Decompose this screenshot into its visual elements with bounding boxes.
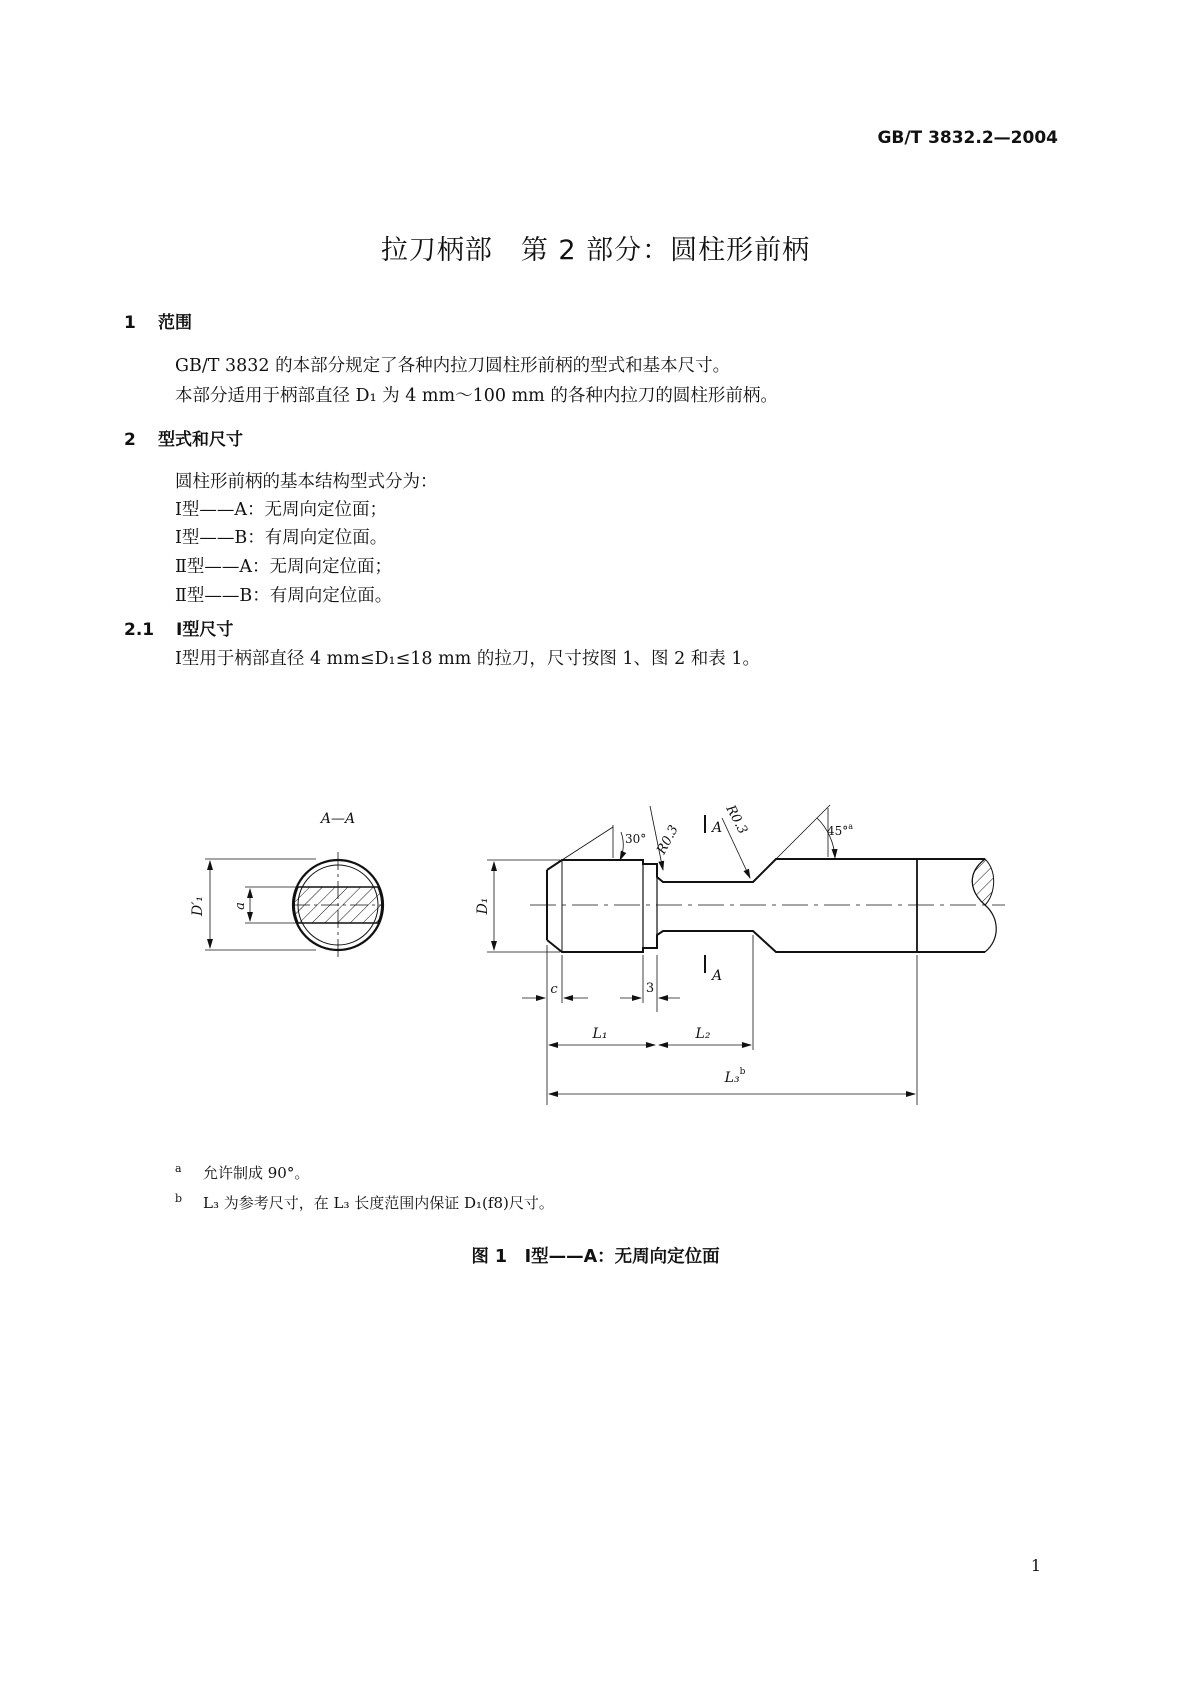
dim-c: c <box>550 982 558 997</box>
dim-l3-note-ref: b <box>739 1067 746 1077</box>
footnote-mark: a <box>175 1162 182 1175</box>
section-number: 1 <box>124 313 136 333</box>
section-number: 2.1 <box>124 620 155 640</box>
paragraph: GB/T 3832 的本部分规定了各种内拉刀圆柱形前柄的型式和基本尺寸。 <box>175 356 731 376</box>
figure-caption: 图 1 Ⅰ型——A：无周向定位面 <box>471 1247 720 1267</box>
section-title: Ⅰ型尺寸 <box>176 620 234 640</box>
dim-a: a <box>233 902 248 910</box>
paragraph: 圆柱形前柄的基本结构型式分为： <box>175 472 438 492</box>
section-title: 范围 <box>158 313 192 333</box>
cut-mark-top: A <box>712 820 723 836</box>
radius-right-label: R0.3 <box>722 802 751 837</box>
footnote-text: L₃ 为参考尺寸，在 L₃ 长度范围内保证 D₁(f8)尺寸。 <box>203 1194 554 1212</box>
footnote-text: 允许制成 90°。 <box>203 1164 310 1182</box>
list-item: Ⅱ型——A：无周向定位面； <box>175 557 393 577</box>
section-view <box>190 811 384 960</box>
angle-45-value: 45° <box>827 824 849 838</box>
angle-45-note-ref: a <box>848 822 854 831</box>
paragraph: 本部分适用于柄部直径 D₁ 为 4 mm～100 mm 的各种内拉刀的圆柱形前柄。 <box>175 386 778 406</box>
section-label: A—A <box>320 811 356 827</box>
dim-3: 3 <box>645 981 655 996</box>
side-view <box>475 802 1005 1105</box>
cut-mark-bottom: A <box>712 968 723 984</box>
list-item: Ⅰ型——A：无周向定位面； <box>175 500 388 520</box>
dim-l3 <box>724 1067 746 1086</box>
footnote-mark: b <box>175 1192 183 1205</box>
footnote-a <box>175 1162 309 1183</box>
footnote-b <box>175 1192 554 1213</box>
dim-l3-symbol: L₃ <box>724 1070 740 1086</box>
radius-left-label: R0.3 <box>654 822 682 857</box>
dim-l1: L₁ <box>592 1026 608 1042</box>
angle-45-label <box>827 822 853 838</box>
dim-d1-prime: D′₁ <box>190 895 206 917</box>
angle-30-label: 30° <box>625 832 647 846</box>
list-item: Ⅱ型——B：有周向定位面。 <box>175 586 393 606</box>
page-number: 1 <box>1030 1556 1041 1575</box>
standard-number: GB/T 3832.2—2004 <box>877 128 1058 148</box>
section-number: 2 <box>124 430 136 450</box>
paragraph: Ⅰ型用于柄部直径 4 mm≤D₁≤18 mm 的拉刀，尺寸按图 1、图 2 和表 1。 <box>175 649 760 669</box>
dim-l2: L₂ <box>695 1026 711 1042</box>
list-item: Ⅰ型——B：有周向定位面。 <box>175 528 388 548</box>
dim-d1: D₁ <box>475 897 491 915</box>
document-title: 拉刀柄部 第 2 部分：圆柱形前柄 <box>380 235 811 266</box>
section-title: 型式和尺寸 <box>158 430 243 450</box>
